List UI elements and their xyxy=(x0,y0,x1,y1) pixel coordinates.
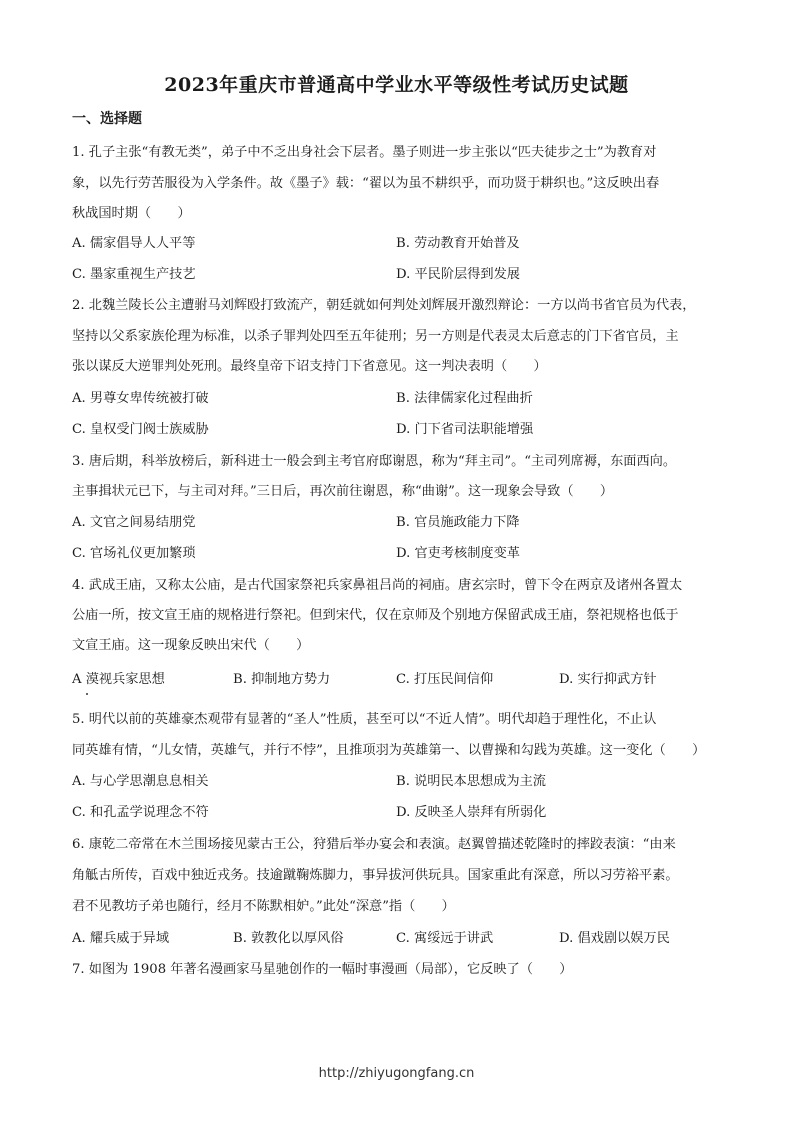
question-3-option-c: C. 官场礼仪更加繁琐 xyxy=(72,546,196,561)
question-2-line-1: 2. 北魏兰陵长公主遭驸马刘辉殴打致流产，朝廷就如何判处刘辉展开激烈辩论：一方以尚书省官员为代表， xyxy=(72,298,696,313)
footer-url: http://zhiyugongfang.cn xyxy=(318,1066,475,1081)
question-4-option-c: C. 打压民间信仰 xyxy=(396,672,494,687)
question-5-line-1: 5. 明代以前的英雄豪杰观带有显著的“圣人”性质，甚至可以“不近人情”。明代却趋于理性化，不止认 xyxy=(72,712,657,727)
question-3-line-2: 主事揖状元已下，与主司对拜。”三日后，再次前往谢恩，称“曲谢”。这一现象会导致（ ） xyxy=(72,484,614,499)
question-5-option-d: D. 反映圣人崇拜有所弱化 xyxy=(396,805,547,820)
question-4-option-a: A 漠视兵家思想 xyxy=(72,672,165,687)
exam-title: 2023年重庆市普通高中学业水平等级性考试历史试题 xyxy=(164,74,629,96)
question-6-option-d: D. 倡戏剧以娱万民 xyxy=(559,931,670,946)
question-1-line-1: 1. 孔子主张“有教无类”，弟子中不乏出身社会下层者。墨子则进一步主张以“匹夫徒步之士”为教育对 xyxy=(72,145,657,160)
question-3-line-1: 3. 唐后期，科举放榜后，新科进士一般会到主考官府邸谢恩，称为“拜主司”。“主司列席褥，东面西向。 xyxy=(72,454,677,469)
question-7-line-1: 7. 如图为 1908 年著名漫画家马星驰创作的一幅时事漫画（局部），它反映了（ ） xyxy=(72,962,573,977)
question-5-option-c: C. 和孔孟学说理念不符 xyxy=(72,805,209,820)
question-1-option-b: B. 劳动教育开始普及 xyxy=(396,236,520,251)
question-1-option-d: D. 平民阶层得到发展 xyxy=(396,267,520,282)
question-6-line-2: 角觝古所传，百戏中独近戎务。技逾蹴鞠炼脚力，事异拔河供玩具。国家重此有深意，所以习劳裕平素。 xyxy=(72,868,679,883)
stray-dot xyxy=(86,693,88,695)
question-6-line-3: 君不见教坊子弟也随行，经月不陈默相妒。”此处“深意”指（ ） xyxy=(72,899,455,914)
question-4-option-b: B. 抑制地方势力 xyxy=(233,672,331,687)
question-4-line-3: 文宣王庙。这一现象反映出宋代（ ） xyxy=(72,638,310,653)
question-2-option-d: D. 门下省司法职能增强 xyxy=(396,422,534,437)
question-2-option-a: A. 男尊女卑传统被打破 xyxy=(72,391,209,406)
question-4-line-1: 4. 武成王庙，又称太公庙，是古代国家祭祀兵家鼻祖吕尚的祠庙。唐玄宗时，曾下令在两京及诸州各置太 xyxy=(72,578,683,593)
question-1-option-c: C. 墨家重视生产技艺 xyxy=(72,267,196,282)
question-4-option-d: D. 实行抑武方针 xyxy=(559,672,657,687)
question-6-line-1: 6. 康乾二帝常在木兰围场接见蒙古王公，狩猎后举办宴会和表演。赵翼曾描述乾隆时的摔跤表演：“由来 xyxy=(72,837,676,852)
section-heading: 一、选择题 xyxy=(72,111,142,127)
question-2-option-b: B. 法律儒家化过程曲折 xyxy=(396,391,533,406)
question-2-line-2: 坚持以父系家族伦理为标准，以杀子罪判处四至五年徒刑；另一方则是代表灵太后意志的门下省官员，主 xyxy=(72,329,679,344)
question-1-line-3: 秋战国时期（ ） xyxy=(72,206,191,221)
question-2-line-3: 张以谋反大逆罪判处死刑。最终皇帝下诏支持门下省意见。这一判决表明（ ） xyxy=(72,359,547,374)
question-5-line-2: 同英雄有情，“儿女情，英雄气，并行不悖”，且推项羽为英雄第一、以曹操和勾践为英雄。这一变化（ ） xyxy=(72,743,706,758)
question-3-option-d: D. 官吏考核制度变革 xyxy=(396,546,520,561)
question-6-option-b: B. 敦教化以厚风俗 xyxy=(233,931,344,946)
question-6-option-a: A. 耀兵威于异域 xyxy=(72,931,170,946)
question-4-line-2: 公庙一所，按文宣王庙的规格进行祭祀。但到宋代，仅在京师及个别地方保留武成王庙，祭祀规格也低于 xyxy=(72,608,679,623)
question-6-option-c: C. 寓绥远于讲武 xyxy=(396,931,494,946)
question-2-option-c: C. 皇权受门阀士族威胁 xyxy=(72,422,209,437)
question-1-option-a: A. 儒家倡导人人平等 xyxy=(72,236,196,251)
question-3-option-b: B. 官员施政能力下降 xyxy=(396,515,520,530)
question-5-option-a: A. 与心学思潮息息相关 xyxy=(72,774,209,789)
question-1-line-2: 象，以先行劳苦服役为入学条件。故《墨子》载：“翟以为虽不耕织乎，而功贤于耕织也。”这反映出春 xyxy=(72,176,660,191)
question-5-option-b: B. 说明民本思想成为主流 xyxy=(396,774,546,789)
question-3-option-a: A. 文官之间易结朋党 xyxy=(72,515,196,530)
